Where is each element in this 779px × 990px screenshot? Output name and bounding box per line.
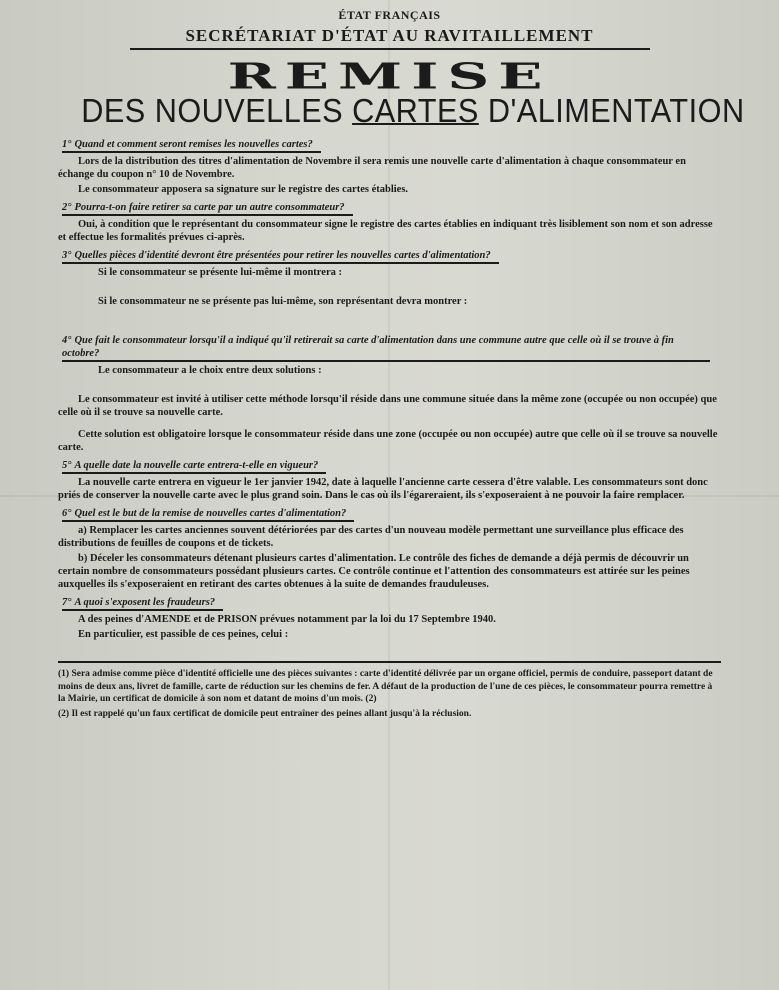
- section-2: [58, 201, 721, 244]
- section-5: [58, 459, 721, 502]
- section-3-para-1: Si le consommateur se présente lui-même il montrera :: [98, 267, 342, 278]
- section-5-para-1: La nouvelle carte entrera en vigueur le 1er janvier 1942, date à laquelle l'ancienne carte cessera d'être valable. Les consommateurs sont donc priés de conserver la nouvelle carte avec le plus grand soin. Dans le cas où ils l'égareraient, ils s'exposeraient à ne pouvoir la faire remplacer.: [58, 477, 708, 501]
- section-1: [58, 138, 721, 196]
- secretariat-heading: SECRÉTARIAT D'ÉTAT AU RAVITAILLEMENT: [130, 26, 650, 50]
- section-6: [58, 507, 721, 591]
- footnote-2: (2) Il est rappelé qu'un faux certificat de domicile peut entraîner des peines allant jusqu'à la réclusion.: [58, 708, 472, 719]
- main-title: [81, 92, 745, 130]
- title-part-cartes: CARTES: [352, 92, 479, 129]
- section-3-fineprint-a: [90, 279, 721, 286]
- section-6-para-b: b) Déceler les consommateurs détenant plusieurs cartes d'alimentation. Le contrôle des fiches de demande a déjà permis de découvrir un certain nombre de consommateurs possédant plusieurs cartes. Ce contrôle continue et l'attention des consommateurs est attirée sur les peines auxquelles ils s'exposeraient en retirant des cartes obtenues à la suite de demandes frauduleuses.: [58, 553, 690, 590]
- question-1: 1° Quand et comment seront remises les nouvelles cartes?: [62, 138, 321, 153]
- section-3-fineprint-e: [90, 322, 721, 329]
- section-2-para-1: Oui, à condition que le représentant du consommateur signe le registre des cartes établies en indiquant très lisiblement son nom et son adresse et effectue les formalités prévues ci-après.: [58, 219, 713, 243]
- section-1-para-2: Le consommateur apposera sa signature sur le registre des cartes établies.: [78, 184, 409, 195]
- section-4-fineprint-a: [108, 377, 721, 384]
- section-3-fineprint-b: [90, 286, 721, 293]
- section-4-para-2: Le consommateur est invité à utiliser cette méthode lorsqu'il réside dans une commune située dans la même zone (occupée ou non occupée) que celle où il se trouve sa nouvelle carte.: [58, 394, 717, 418]
- section-3-para-2: Si le consommateur ne se présente pas lui-même, son représentant devra montrer :: [98, 296, 468, 307]
- section-7-para-1: A des peines d'AMENDE et de PRISON prévues notamment par la loi du 17 Septembre 1940.: [78, 614, 496, 625]
- question-5: 5° A quelle date la nouvelle carte entrera-t-elle en vigueur?: [62, 459, 326, 474]
- section-3-fineprint-c: [90, 308, 721, 315]
- question-4: 4° Que fait le consommateur lorsqu'il a indiqué qu'il retirerait sa carte d'alimentation dans une commune autre que celle où il se trouve à fin octobre?: [62, 334, 710, 362]
- section-4-fineprint-c: [108, 419, 721, 426]
- title-part-3: D'ALIMENTATION: [478, 92, 745, 129]
- section-4-para-3: Cette solution est obligatoire lorsque le consommateur réside dans une zone (occupée ou non occupée) autre que celle où il se trouve sa nouvelle carte.: [58, 429, 718, 453]
- footnote-1: (1) Sera admise comme pièce d'identité officielle une des pièces suivantes : carte d'identité délivrée par un organe officiel, permis de conduire, passeport datant de moins de deux ans, livret de famille, carte de réduction sur les chemins de fer. A défaut de la production de l'une de ces pièces, le consommateur pourra remettre à la Mairie, un certificat de domicile à son nom et datant de moins d'un mois. (2): [58, 669, 713, 704]
- question-3: 3° Quelles pièces d'identité devront être présentées pour retirer les nouvelles cartes d'alimentation?: [62, 249, 499, 264]
- section-7-para-2: En particulier, est passible de ces peines, celui :: [78, 629, 289, 640]
- section-7-fineprint-a: [108, 641, 721, 648]
- question-7: 7° A quoi s'exposent les fraudeurs?: [62, 596, 223, 611]
- section-4-fineprint-b: [108, 384, 721, 391]
- title-part-1: DES NOUVELLES: [81, 92, 353, 129]
- section-4: [58, 334, 721, 454]
- section-7-fineprint-b: [108, 648, 721, 655]
- section-3: [58, 249, 721, 329]
- section-7: [58, 596, 721, 655]
- question-2: 2° Pourra-t-on faire retirer sa carte par un autre consommateur?: [62, 201, 353, 216]
- section-6-para-a: a) Remplacer les cartes anciennes souvent détériorées par des cartes d'un nouveau modèle permettant une surveillance plus efficace des distributions de feuilles de coupons et de tickets.: [58, 525, 684, 549]
- question-6: 6° Quel est le but de la remise de nouvelles cartes d'alimentation?: [62, 507, 354, 522]
- section-4-para-1: Le consommateur a le choix entre deux solutions :: [98, 365, 322, 376]
- remise-title: REMISE: [227, 55, 552, 98]
- state-heading: ÉTAT FRANÇAIS: [338, 8, 441, 22]
- section-1-para-1: Lors de la distribution des titres d'alimentation de Novembre il sera remis une nouvelle carte d'alimentation à chaque consommateur en échange du coupon n° 10 de Novembre.: [58, 156, 686, 180]
- section-3-fineprint-d: [90, 315, 721, 322]
